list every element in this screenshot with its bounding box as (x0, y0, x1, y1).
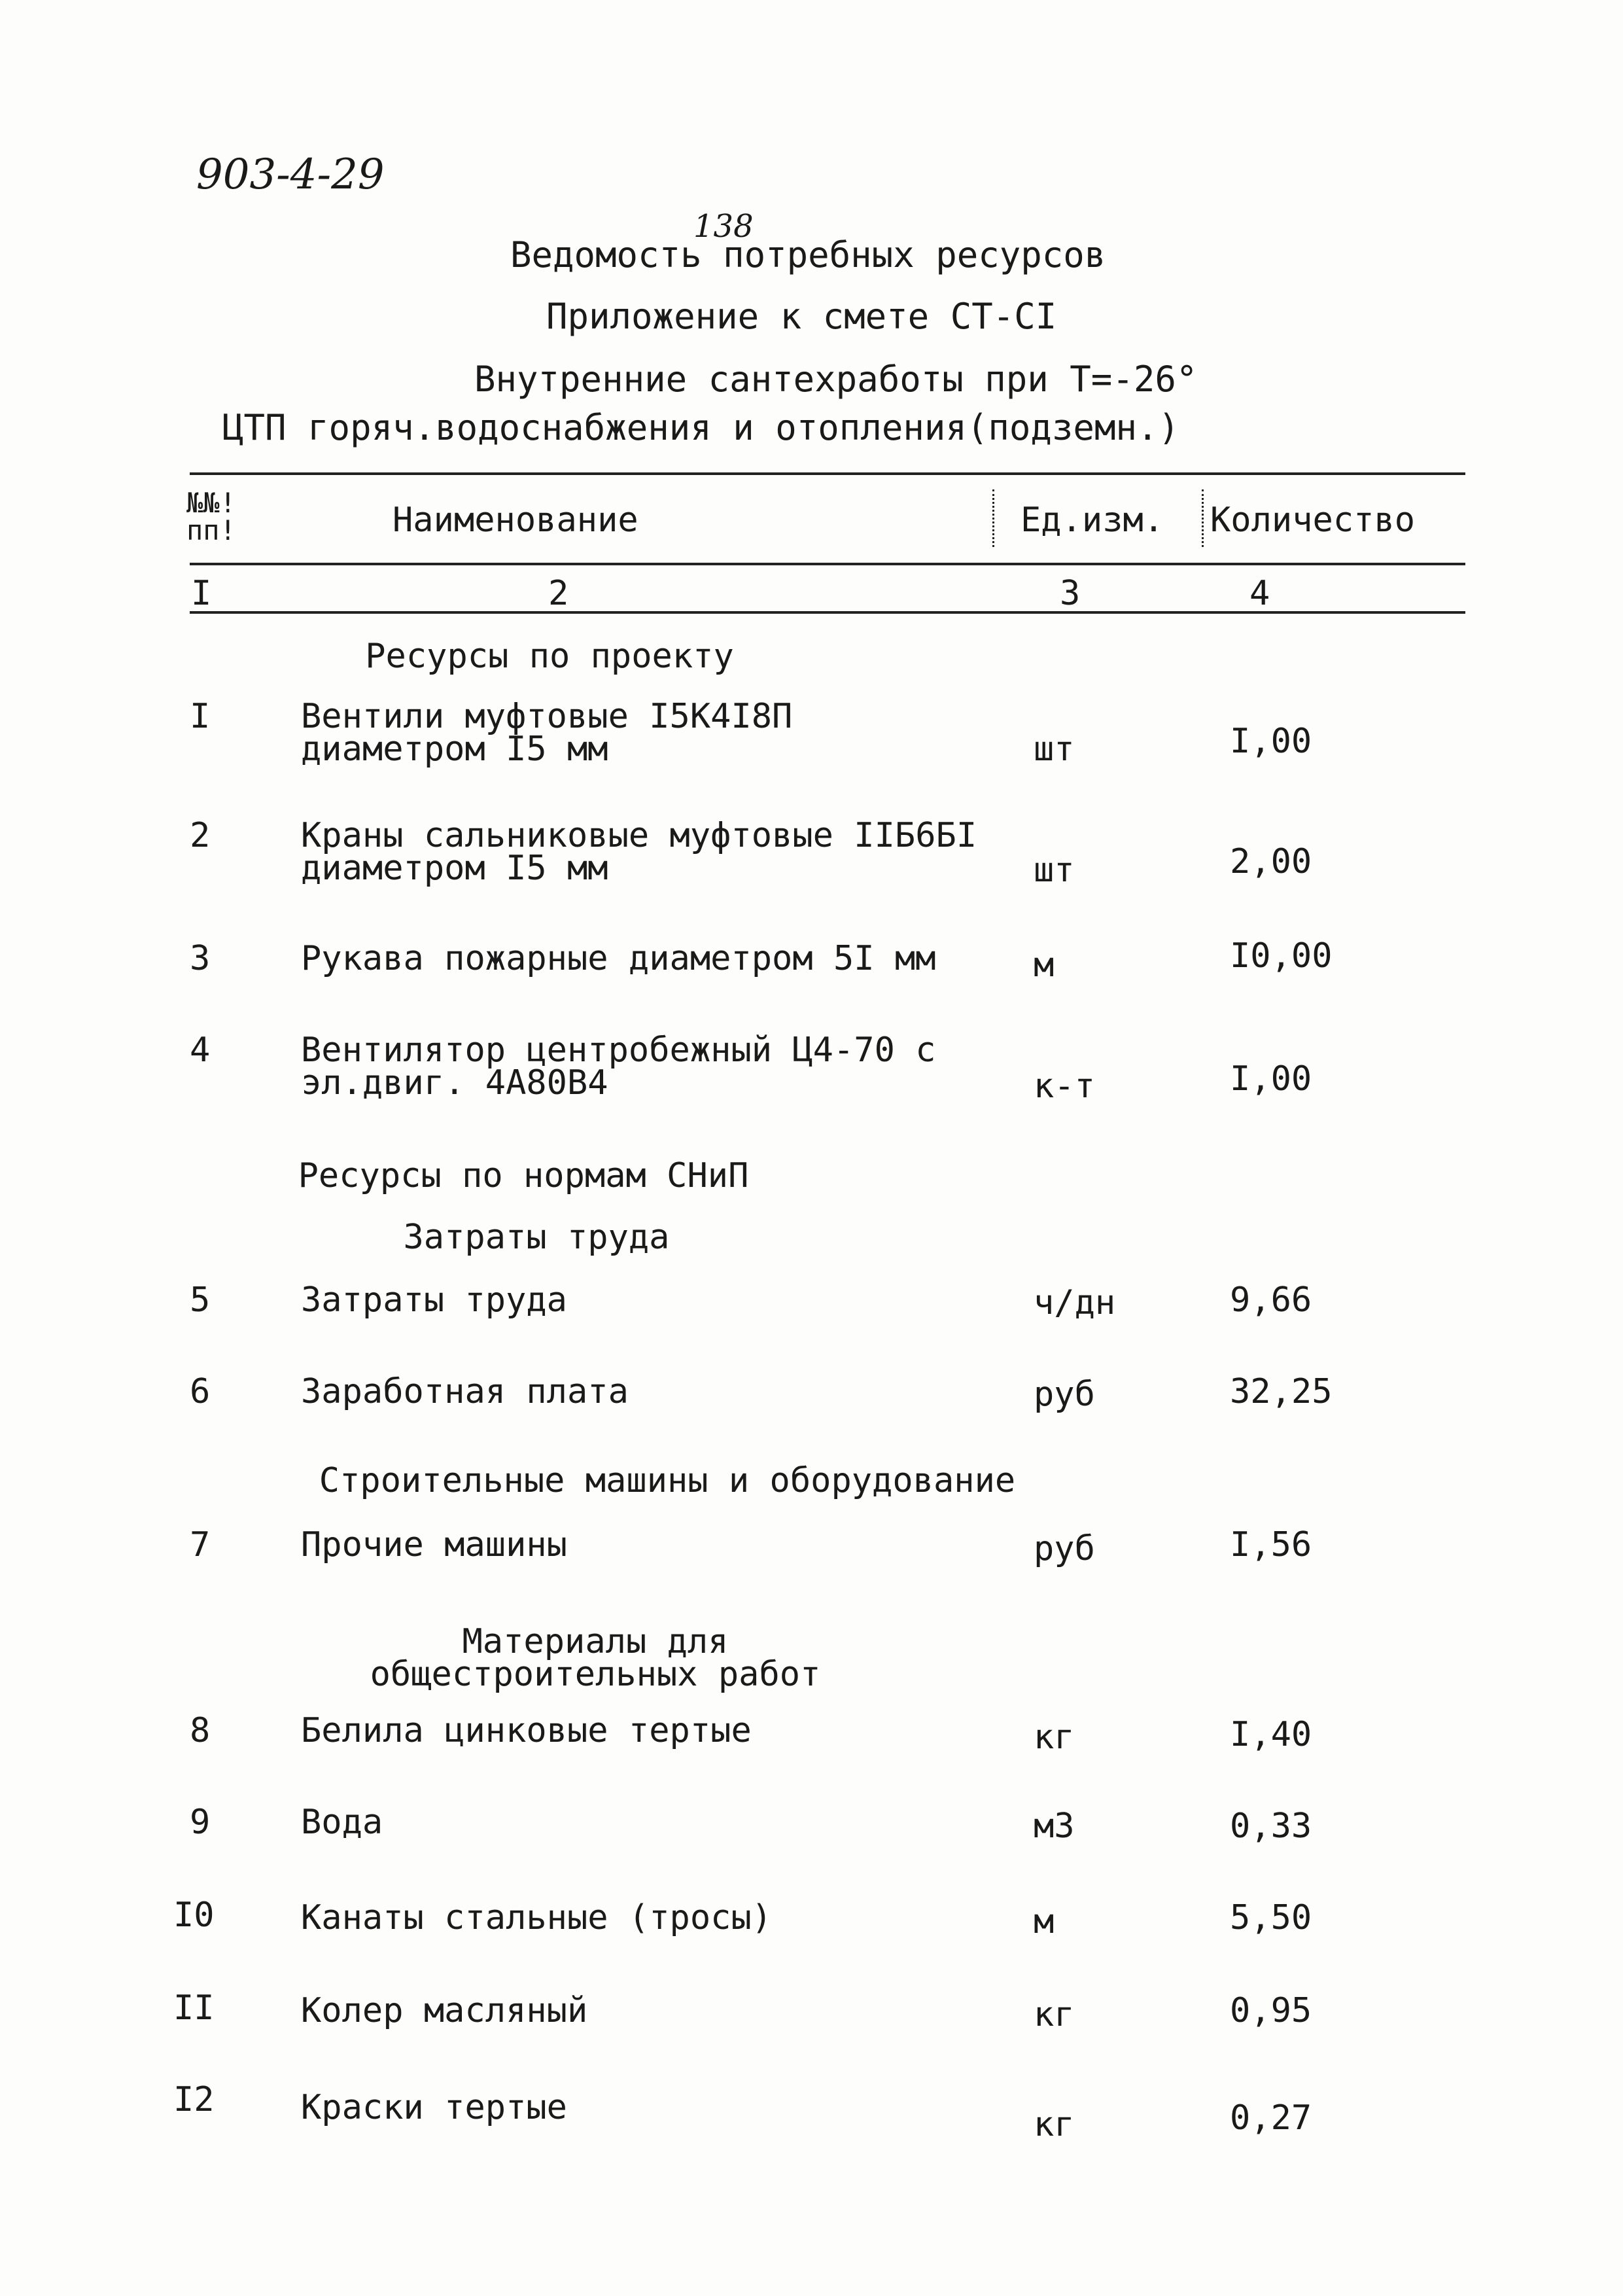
section-title: Ресурсы по проекту (365, 637, 734, 676)
row-quantity: 0,33 (1230, 1807, 1312, 1846)
row-name: Вентилятор центробежный Ц4-70 с эл.двиг. 4А80В4 (301, 1031, 936, 1103)
row-number: I2 (173, 2080, 215, 2119)
section-title: Затраты труда (403, 1218, 670, 1257)
row-quantity: 0,27 (1230, 2098, 1312, 2138)
section-title: Материалы для общестроительных работ (370, 1622, 821, 1694)
column-number-4: 4 (1249, 574, 1270, 613)
row-name: Затраты труда (301, 1280, 567, 1320)
header-bottom-rule (190, 563, 1465, 565)
document-title: Ведомость потребных ресурсов (510, 234, 1106, 275)
row-name: Вентили муфтовые I5К4I8П диаметром I5 мм (301, 697, 793, 769)
column-number-rule (190, 611, 1465, 614)
column-number-1: I (191, 574, 212, 613)
row-unit: руб (1034, 1529, 1095, 1568)
row-number: 8 (190, 1711, 211, 1750)
row-name: Краски тертые (301, 2088, 567, 2127)
row-name: Заработная плата (301, 1372, 629, 1411)
row-name: Канаты стальные (тросы) (301, 1898, 773, 1937)
row-quantity: 2,00 (1230, 842, 1312, 881)
document-subtitle: Приложение к смете СТ-СI (546, 296, 1057, 337)
row-quantity: I,00 (1230, 1059, 1312, 1099)
row-name: Вода (301, 1803, 383, 1842)
row-number: I (190, 697, 211, 736)
row-number: 6 (190, 1372, 211, 1411)
row-number: 2 (190, 816, 211, 855)
row-unit: к-т (1034, 1067, 1095, 1106)
header-name: Наименование (393, 501, 638, 540)
column-number-2: 2 (548, 574, 569, 613)
row-number: II (173, 1988, 215, 2028)
row-quantity: 0,95 (1230, 1991, 1312, 2030)
document-number: 903-4-29 (196, 150, 385, 199)
row-name: Белила цинковые тертые (301, 1711, 752, 1750)
header-qty: Количество (1210, 501, 1416, 540)
table-top-rule (190, 472, 1465, 475)
row-unit: м3 (1034, 1807, 1075, 1846)
row-name: Рукава пожарные диаметром 5I мм (301, 939, 936, 978)
row-number: 5 (190, 1280, 211, 1320)
row-quantity: 9,66 (1230, 1280, 1312, 1320)
header-separator (992, 489, 994, 547)
row-unit: м (1034, 945, 1055, 985)
section-title: Ресурсы по нормам СНиП (298, 1156, 749, 1195)
row-quantity: 32,25 (1230, 1372, 1333, 1411)
row-unit: шт (1034, 851, 1075, 890)
row-quantity: I,40 (1230, 1715, 1312, 1754)
row-number: 9 (190, 1803, 211, 1842)
row-unit: м (1034, 1902, 1055, 1941)
row-unit: шт (1034, 730, 1075, 769)
row-unit: кг (1034, 1718, 1075, 1757)
row-number: 4 (190, 1031, 211, 1070)
header-separator (1202, 489, 1204, 547)
row-quantity: I,00 (1230, 722, 1312, 761)
column-number-3: 3 (1060, 574, 1081, 613)
header-num: №№! пп! (186, 487, 236, 546)
page-number: 138 (693, 208, 754, 245)
row-unit: руб (1034, 1375, 1095, 1414)
header-unit: Ед.изм. (1021, 501, 1164, 540)
row-unit: кг (1034, 2105, 1075, 2144)
section-title: Строительные машины и оборудование (319, 1461, 1016, 1500)
row-quantity: I,56 (1230, 1525, 1312, 1564)
row-unit: ч/дн (1034, 1283, 1116, 1322)
row-number: 3 (190, 939, 211, 978)
row-number: I0 (173, 1896, 215, 1935)
row-name: Колер масляный (301, 1991, 588, 2030)
row-number: 7 (190, 1525, 211, 1564)
row-name: Прочие машины (301, 1525, 567, 1564)
row-quantity: 5,50 (1230, 1898, 1312, 1937)
row-name: Краны сальниковые муфтовые IIБ6БI диаметром I5 мм (301, 816, 977, 888)
object-description: ЦТП горяч.водоснабжения и отопления(подземн.) (222, 407, 1179, 448)
work-description: Внутренние сантехработы при Т=-26° (474, 359, 1198, 400)
row-quantity: I0,00 (1230, 936, 1333, 976)
row-unit: кг (1034, 1995, 1075, 2034)
